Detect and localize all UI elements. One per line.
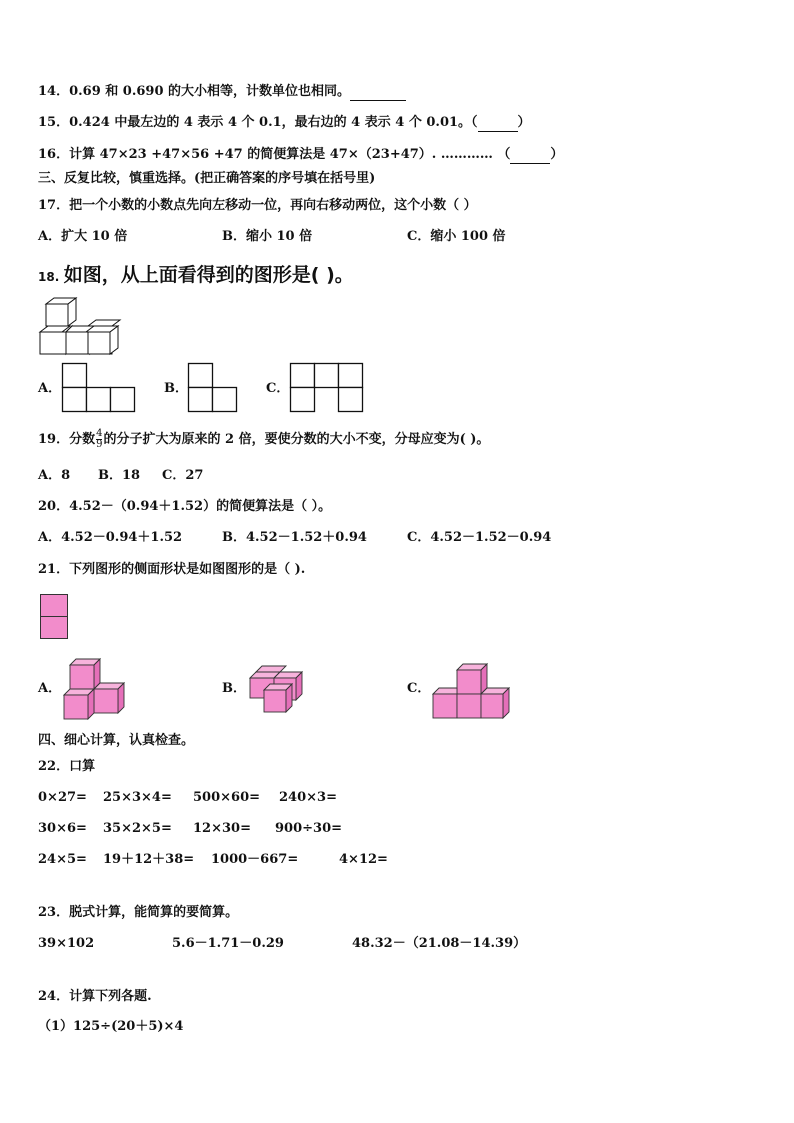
q22-r1-c2: 25×3×4= <box>103 790 172 805</box>
answer-blank-16[interactable] <box>510 145 550 164</box>
q20-option-c[interactable]: C．4.52－1.52－0.94 <box>407 530 552 545</box>
q18-cube-figure <box>38 296 128 356</box>
q19-fraction-denominator: 9 <box>96 439 103 450</box>
q18-option-c[interactable]: C． <box>266 381 290 396</box>
q24-item-1: （1）125÷(20＋5)×4 <box>38 1019 184 1034</box>
q23-item-1: 39×102 <box>38 936 95 951</box>
question-19 <box>38 429 489 451</box>
question-20: 20．4.52－（0.94＋1.52）的简便算法是（ ）。 <box>38 499 332 514</box>
q18-option-b-shape <box>188 363 240 413</box>
q18-option-b[interactable]: B． <box>164 381 188 396</box>
question-16-close: ） <box>550 147 564 162</box>
q19-option-a[interactable]: A．8 <box>38 468 71 483</box>
question-16-text: 16．计算 47×23 +47×56 +47 的简便算法是 47×（23+47）. ………… （ <box>38 147 511 162</box>
question-18 <box>38 263 354 290</box>
question-15-text: 15．0.424 中最左边的 4 表示 4 个 0.1，最右边的 4 表示 4 个 0.01。（ <box>38 115 478 130</box>
question-16 <box>38 145 563 164</box>
question-18-text: 如图，从上面看得到的图形是( )。 <box>63 264 354 286</box>
section-4-title: 四、细心计算，认真检查。 <box>38 733 195 748</box>
question-17: 17．把一个小数的小数点先向左移动一位，再向右移动两位，这个小数（ ） <box>38 198 477 213</box>
q22-r1-c1: 0×27= <box>38 790 87 805</box>
q22-r3-c1: 24×5= <box>38 852 87 867</box>
q21-side-view-figure <box>40 594 70 640</box>
q22-r1-c3: 500×60= <box>193 790 261 805</box>
answer-blank-14[interactable] <box>350 82 406 101</box>
q18-option-a-shape <box>62 363 138 413</box>
q17-option-c[interactable]: C．缩小 100 倍 <box>407 229 506 244</box>
question-18-number: 18. <box>38 270 60 284</box>
q21-option-a[interactable]: A． <box>38 681 62 696</box>
q21-option-c[interactable]: C． <box>407 681 431 696</box>
q22-r2-c2: 35×2×5= <box>103 821 172 836</box>
q22-r2-c1: 30×6= <box>38 821 87 836</box>
question-14 <box>38 82 406 101</box>
q19-option-b[interactable]: B．18 <box>98 468 141 483</box>
q18-option-a[interactable]: A． <box>38 381 62 396</box>
q20-option-b[interactable]: B．4.52－1.52＋0.94 <box>222 530 367 545</box>
q22-r3-c2: 19＋12＋38= <box>103 852 195 867</box>
q21-option-a-cubes <box>62 657 126 721</box>
q21-option-b[interactable]: B． <box>222 681 246 696</box>
q17-option-b[interactable]: B．缩小 10 倍 <box>222 229 313 244</box>
q20-option-a[interactable]: A．4.52－0.94＋1.52 <box>38 530 183 545</box>
q19-fraction <box>96 429 102 450</box>
section-3-title: 三、反复比较，慎重选择。(把正确答案的序号填在括号里) <box>38 171 376 186</box>
question-24-title: 24．计算下列各题. <box>38 989 152 1004</box>
question-19-post: 的分子扩大为原来的 2 倍，要使分数的大小不变，分母应变为( )。 <box>103 432 490 447</box>
q21-option-b-cubes <box>246 664 306 714</box>
question-23-title: 23．脱式计算，能简算的要简算。 <box>38 905 239 920</box>
q22-r1-c4: 240×3= <box>279 790 337 805</box>
q17-option-a[interactable]: A．扩大 10 倍 <box>38 229 128 244</box>
question-21: 21．下列图形的侧面形状是如图图形的是（ ). <box>38 562 306 577</box>
q19-fraction-numerator: 4 <box>96 428 103 439</box>
question-19-pre: 19．分数 <box>38 432 96 447</box>
q23-item-3: 48.32－（21.08－14.39） <box>352 936 527 951</box>
q22-r2-c4: 900÷30= <box>275 821 343 836</box>
q18-option-c-shape <box>290 363 366 413</box>
question-15-close: ） <box>517 115 531 130</box>
q19-option-c[interactable]: C．27 <box>162 468 204 483</box>
question-15 <box>38 113 531 132</box>
answer-blank-15[interactable] <box>478 113 518 132</box>
question-14-text: 14．0.69 和 0.690 的大小相等，计数单位也相同。 <box>38 84 351 99</box>
q21-option-c-cubes <box>431 662 513 720</box>
question-22-title: 22．口算 <box>38 759 96 774</box>
q22-r3-c4: 4×12= <box>339 852 388 867</box>
q23-item-2: 5.6－1.71－0.29 <box>172 936 284 951</box>
q22-r2-c3: 12×30= <box>193 821 251 836</box>
q22-r3-c3: 1000－667= <box>211 852 299 867</box>
